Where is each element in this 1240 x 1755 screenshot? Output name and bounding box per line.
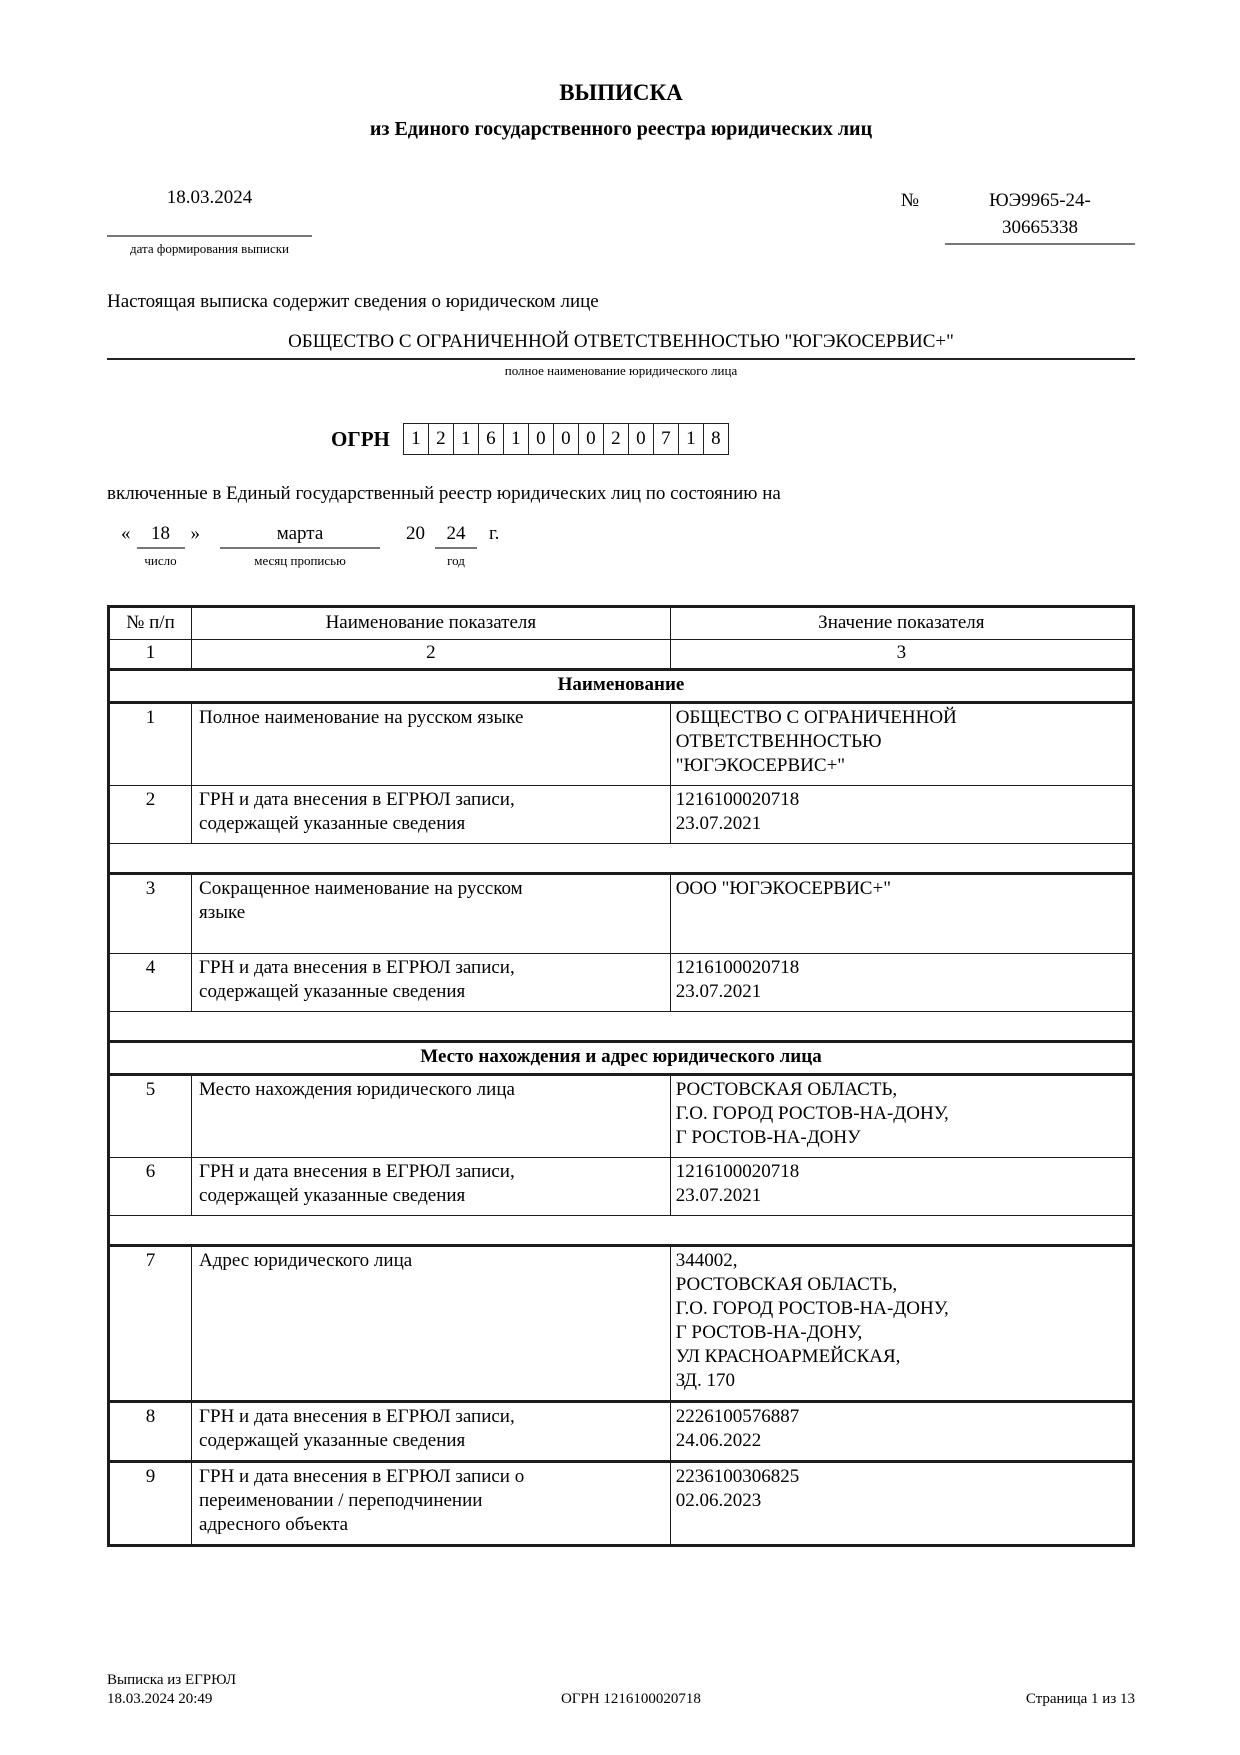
main-table (107, 605, 1135, 1547)
row-indicator-value (670, 703, 1133, 786)
table-row (109, 1075, 1134, 1158)
row-indicator-value (670, 1158, 1133, 1216)
spacer-cell (109, 1216, 1134, 1246)
footer-doc-type: Выписка из ЕГРЮЛ (107, 1672, 236, 1688)
row-number: 9 (109, 1462, 192, 1546)
statement-text: Настоящая выписка содержит сведения о юридическом лице (107, 291, 599, 312)
cell-line: переименовании / переподчинении (199, 1490, 483, 1511)
date-year-suffix: г. (489, 523, 500, 544)
ogrn-label: ОГРН (331, 426, 390, 451)
row-indicator-name (192, 1462, 671, 1546)
header-cell: 2 (192, 640, 671, 670)
cell-line: 02.06.2023 (675, 1490, 762, 1511)
extract-number-line2: 30665338 (1002, 217, 1078, 238)
included-text: включенные в Единый государственный реестр юридических лиц по состоянию на (107, 483, 781, 504)
row-indicator-name (192, 1402, 671, 1462)
table-row (109, 703, 1134, 786)
row-indicator-value (670, 1246, 1133, 1402)
row-indicator-value (670, 786, 1133, 844)
spacer-cell (109, 1012, 1134, 1042)
ogrn-digit-box: 1 (411, 428, 421, 449)
extract-number-underline (945, 243, 1135, 245)
row-indicator-name (192, 1075, 671, 1158)
cell-line: УЛ КРАСНОАРМЕЙСКАЯ, (675, 1346, 901, 1367)
footer-datetime: 18.03.2024 20:49 (107, 1691, 213, 1707)
date-year-label: год (447, 553, 465, 568)
cell-line: содержащей указанные сведения (199, 1185, 466, 1206)
page-footer (107, 1671, 1135, 1709)
cell-line: Адрес юридического лица (199, 1250, 413, 1271)
section-row (109, 1042, 1134, 1075)
table-header-row (109, 607, 1134, 640)
ogrn-digit-box: 8 (703, 424, 728, 454)
row-indicator-value (670, 954, 1133, 1012)
quote-open: « (121, 523, 131, 544)
cell-line: ГРН и дата внесения в ЕГРЮЛ записи о (199, 1466, 525, 1487)
ogrn-digit-box: 0 (553, 424, 578, 454)
row-number: 1 (109, 703, 192, 786)
table-row (109, 1402, 1134, 1462)
as-of-date-row (107, 523, 1135, 569)
header-cell: Наименование показателя (192, 607, 671, 640)
cell-line: Г.О. ГОРОД РОСТОВ-НА-ДОНУ, (675, 1103, 949, 1124)
table-row (109, 874, 1134, 954)
ogrn-digit-box: 1 (453, 424, 478, 454)
cell-line: Место нахождения юридического лица (199, 1079, 515, 1100)
row-number: 7 (109, 1246, 192, 1402)
row-indicator-name (192, 786, 671, 844)
formation-date: 18.03.2024 (166, 187, 253, 208)
cell-line: ОБЩЕСТВО С ОГРАНИЧЕННОЙ (675, 707, 957, 728)
formation-date-block (107, 187, 312, 257)
cell-line: 1216100020718 (675, 789, 800, 810)
row-indicator-name (192, 703, 671, 786)
cell-line: ГРН и дата внесения в ЕГРЮЛ записи, (199, 957, 515, 978)
ogrn-digit-box: 7 (653, 424, 678, 454)
header-cell: 1 (109, 640, 192, 670)
spacer-row (109, 1012, 1134, 1042)
ogrn-digit-box: 0 (528, 424, 553, 454)
company-name: ОБЩЕСТВО С ОГРАНИЧЕННОЙ ОТВЕТСТВЕННОСТЬЮ "ЮГЭКОСЕРВИС+" (288, 331, 954, 352)
quote-close: » (190, 523, 200, 544)
cell-line: 344002, (675, 1250, 738, 1271)
section-title: Место нахождения и адрес юридического лица (109, 1042, 1134, 1075)
company-name-underline (107, 358, 1135, 360)
spacer-cell (109, 844, 1134, 874)
cell-line: содержащей указанные сведения (199, 813, 466, 834)
ogrn-row (107, 423, 1135, 455)
row-number: 2 (109, 786, 192, 844)
row-number: 6 (109, 1158, 192, 1216)
date-month: марта (220, 523, 380, 549)
cell-line: 2236100306825 (675, 1466, 800, 1487)
cell-line: 1216100020718 (675, 957, 800, 978)
ogrn-digit-box: 0 (628, 424, 653, 454)
cell-line: РОСТОВСКАЯ ОБЛАСТЬ, (675, 1274, 898, 1295)
formation-date-label: дата формирования выписки (129, 241, 290, 256)
row-indicator-name (192, 954, 671, 1012)
document-meta-row (107, 187, 1135, 257)
header-cell: 3 (670, 640, 1133, 670)
cell-line: Г РОСТОВ-НА-ДОНУ (675, 1127, 861, 1148)
row-number: 3 (109, 874, 192, 954)
ogrn-digit-box: 6 (478, 424, 503, 454)
row-indicator-name (192, 1158, 671, 1216)
ogrn-digit-boxes (403, 423, 729, 455)
cell-line: "ЮГЭКОСЕРВИС+" (675, 755, 846, 776)
cell-line: Г.О. ГОРОД РОСТОВ-НА-ДОНУ, (675, 1298, 949, 1319)
row-indicator-value (670, 1462, 1133, 1546)
row-indicator-value (670, 1402, 1133, 1462)
table-row (109, 786, 1134, 844)
extract-number (945, 187, 1135, 245)
cell-line: 2226100576887 (675, 1406, 800, 1427)
footer-ogrn: ОГРН 1216100020718 (560, 1691, 701, 1707)
footer-page-number: Страница 1 из 13 (1025, 1691, 1135, 1707)
table-row (109, 1462, 1134, 1546)
extract-number-line1: ЮЭ9965-24- (989, 190, 1091, 211)
cell-line: ГРН и дата внесения в ЕГРЮЛ записи, (199, 1406, 515, 1427)
footer-left-block (107, 1671, 236, 1709)
section-row (109, 670, 1134, 703)
cell-line: содержащей указанные сведения (199, 1430, 466, 1451)
ogrn-digit-box: 2 (603, 424, 628, 454)
document-content (0, 80, 1240, 1547)
cell-line: ОТВЕТСТВЕННОСТЬЮ (675, 731, 882, 752)
cell-line: ООО "ЮГЭКОСЕРВИС+" (675, 878, 891, 899)
cell-line: Г РОСТОВ-НА-ДОНУ, (675, 1322, 863, 1343)
date-day-group (137, 523, 185, 569)
ogrn-digit-box: 0 (578, 424, 603, 454)
cell-line: 23.07.2021 (675, 981, 762, 1002)
row-indicator-name (192, 874, 671, 954)
row-number: 4 (109, 954, 192, 1012)
cell-line: 1216100020718 (675, 1161, 800, 1182)
column-number-row (109, 640, 1134, 670)
row-indicator-name (192, 1246, 671, 1402)
date-month-group (220, 523, 380, 569)
date-year: 24 (435, 523, 477, 549)
row-indicator-value (670, 874, 1133, 954)
row-indicator-value (670, 1075, 1133, 1158)
header-cell: № п/п (126, 612, 175, 633)
page-title: ВЫПИСКА (559, 80, 683, 105)
table-row (109, 1158, 1134, 1216)
date-day-label: число (144, 553, 177, 568)
cell-line: адресного объекта (199, 1514, 349, 1535)
date-century: 20 (406, 523, 425, 544)
cell-line: Полное наименование на русском языке (199, 707, 524, 728)
ogrn-digit-box: 2 (428, 424, 453, 454)
cell-line: РОСТОВСКАЯ ОБЛАСТЬ, (675, 1079, 898, 1100)
row-number: 8 (109, 1402, 192, 1462)
cell-line: языке (199, 902, 246, 923)
header-cell: Значение показателя (670, 607, 1133, 640)
ogrn-digit-box: 1 (503, 424, 528, 454)
formation-date-underline (107, 235, 312, 237)
row-number: 5 (109, 1075, 192, 1158)
date-year-group (435, 523, 477, 569)
company-name-label: полное наименование юридического лица (504, 363, 738, 378)
table-row (109, 954, 1134, 1012)
cell-line: 23.07.2021 (675, 1185, 762, 1206)
section-title: Наименование (109, 670, 1134, 703)
spacer-row (109, 844, 1134, 874)
spacer-row (109, 1216, 1134, 1246)
cell-line: ГРН и дата внесения в ЕГРЮЛ записи, (199, 1161, 515, 1182)
document-subtitle: из Единого государственного реестра юридических лиц (369, 118, 873, 140)
cell-line: ЗД. 170 (675, 1370, 736, 1391)
cell-line: ГРН и дата внесения в ЕГРЮЛ записи, (199, 789, 515, 810)
number-sign: № (900, 190, 919, 211)
table-row (109, 1246, 1134, 1402)
cell-line: 24.06.2022 (675, 1430, 762, 1451)
cell-line: содержащей указанные сведения (199, 981, 466, 1002)
cell-line: Сокращенное наименование на русском (199, 878, 523, 899)
ogrn-digit-box: 1 (678, 424, 703, 454)
cell-line: 23.07.2021 (675, 813, 762, 834)
date-day: 18 (137, 523, 185, 549)
extract-number-block (901, 187, 1135, 245)
date-month-label: месяц прописью (254, 553, 346, 568)
